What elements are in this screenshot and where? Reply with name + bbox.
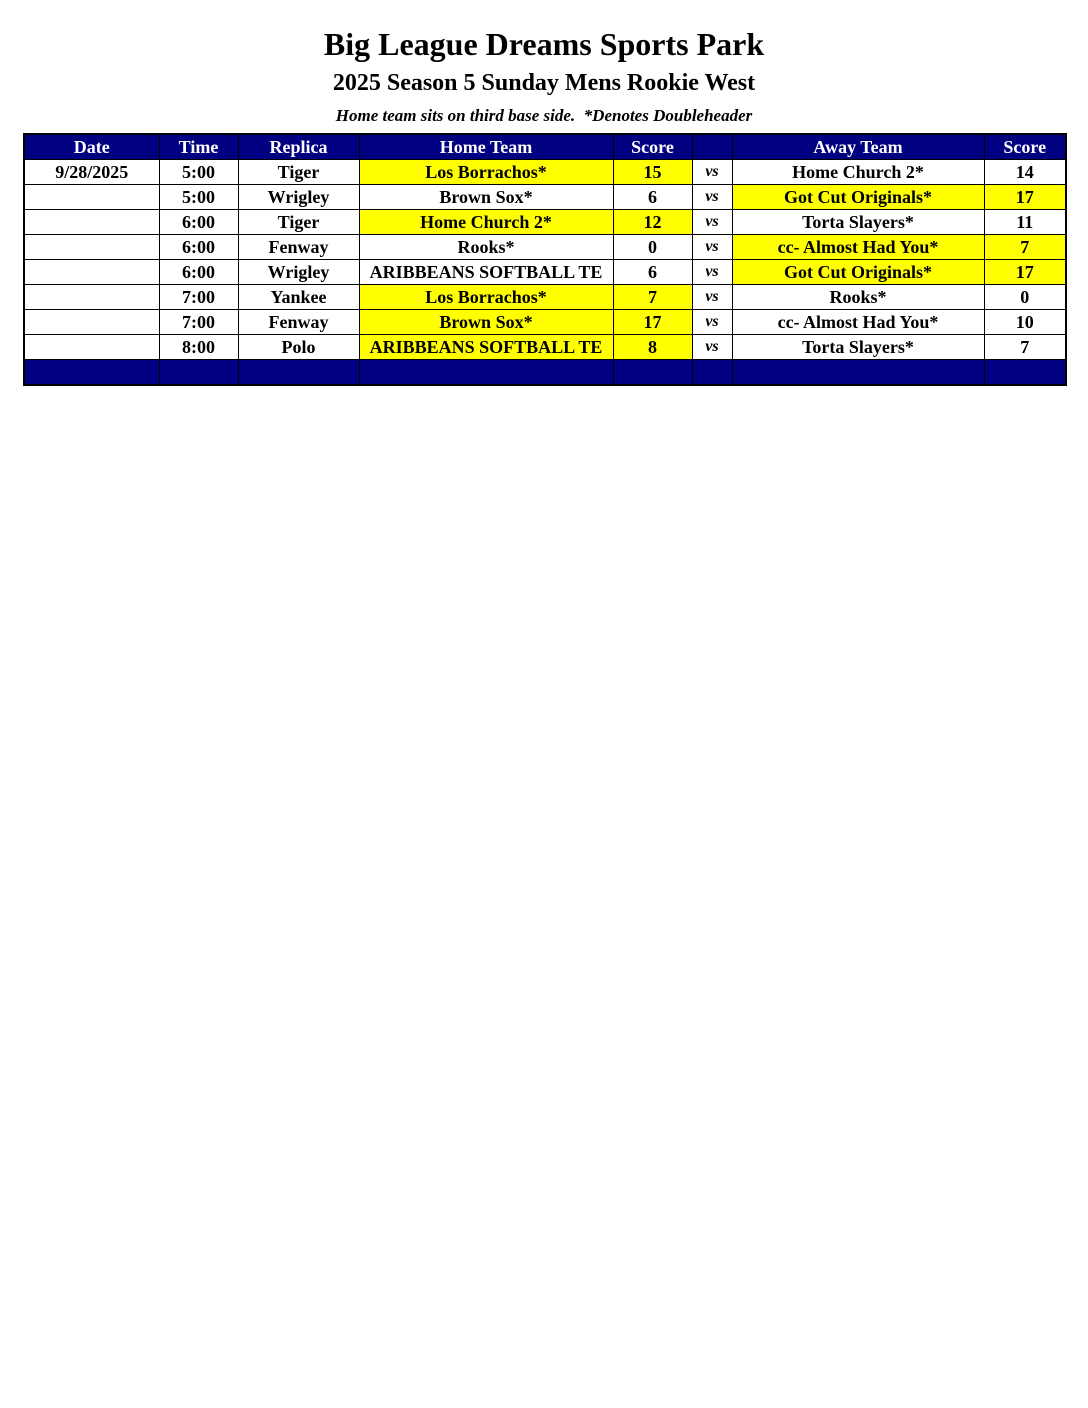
home-team-cell: Los Borrachos* — [359, 160, 613, 185]
table-row — [24, 235, 1066, 260]
footer-cell — [692, 360, 732, 386]
home-team-cell: Rooks* — [359, 235, 613, 260]
vs-cell: vs — [692, 310, 732, 335]
time-cell: 8:00 — [159, 335, 238, 360]
away-score-cell: 7 — [984, 235, 1066, 260]
schedule-body — [24, 160, 1066, 360]
vs-cell: vs — [692, 335, 732, 360]
footer-cell — [732, 360, 984, 386]
away-score-cell: 0 — [984, 285, 1066, 310]
footer-cell — [24, 360, 159, 386]
table-row — [24, 335, 1066, 360]
column-header-home-team: Home Team — [359, 134, 613, 160]
home-team-cell: Brown Sox* — [359, 310, 613, 335]
header-row — [24, 134, 1066, 160]
home-team-cell: Home Church 2* — [359, 210, 613, 235]
away-score-cell: 14 — [984, 160, 1066, 185]
date-cell — [24, 210, 159, 235]
away-team-cell: Got Cut Originals* — [732, 185, 984, 210]
time-cell: 6:00 — [159, 235, 238, 260]
column-header-replica: Replica — [238, 134, 359, 160]
replica-cell: Wrigley — [238, 260, 359, 285]
home-team-cell: ARIBBEANS SOFTBALL TE — [359, 260, 613, 285]
doubleheader-note: Home team sits on third base side. *Denotes Doubleheader — [335, 106, 753, 125]
home-score-cell: 15 — [613, 160, 692, 185]
home-score-cell: 12 — [613, 210, 692, 235]
table-row — [24, 185, 1066, 210]
footer-cell — [984, 360, 1066, 386]
home-score-cell: 8 — [613, 335, 692, 360]
table-row — [24, 310, 1066, 335]
home-score-cell: 6 — [613, 260, 692, 285]
time-cell: 5:00 — [159, 160, 238, 185]
replica-cell: Fenway — [238, 310, 359, 335]
replica-cell: Tiger — [238, 210, 359, 235]
away-score-cell: 7 — [984, 335, 1066, 360]
home-score-cell: 6 — [613, 185, 692, 210]
away-score-cell: 17 — [984, 185, 1066, 210]
time-cell: 6:00 — [159, 260, 238, 285]
date-cell — [24, 310, 159, 335]
away-score-cell: 11 — [984, 210, 1066, 235]
page-subtitle: 2025 Season 5 Sunday Mens Rookie West — [332, 70, 756, 96]
date-cell — [24, 260, 159, 285]
replica-cell: Yankee — [238, 285, 359, 310]
column-header-home-score: Score — [613, 134, 692, 160]
date-cell — [24, 335, 159, 360]
replica-cell: Wrigley — [238, 185, 359, 210]
table-row — [24, 160, 1066, 185]
footer-cell — [238, 360, 359, 386]
time-cell: 7:00 — [159, 310, 238, 335]
away-score-cell: 10 — [984, 310, 1066, 335]
time-cell: 6:00 — [159, 210, 238, 235]
away-team-cell: Rooks* — [732, 285, 984, 310]
away-team-cell: Home Church 2* — [732, 160, 984, 185]
vs-cell: vs — [692, 185, 732, 210]
column-header-date: Date — [24, 134, 159, 160]
time-cell: 7:00 — [159, 285, 238, 310]
date-cell — [24, 285, 159, 310]
home-score-cell: 17 — [613, 310, 692, 335]
date-cell — [24, 185, 159, 210]
footer-cell — [613, 360, 692, 386]
home-score-cell: 7 — [613, 285, 692, 310]
page-title: Big League Dreams Sports Park — [323, 26, 765, 62]
vs-cell: vs — [692, 260, 732, 285]
date-cell — [24, 235, 159, 260]
footer-cell — [359, 360, 613, 386]
vs-cell: vs — [692, 210, 732, 235]
table-row — [24, 285, 1066, 310]
away-team-cell: cc- Almost Had You* — [732, 235, 984, 260]
footer-row — [24, 360, 1066, 386]
home-team-cell: Brown Sox* — [359, 185, 613, 210]
table-row — [24, 260, 1066, 285]
vs-cell: vs — [692, 285, 732, 310]
table-row — [24, 210, 1066, 235]
replica-cell: Fenway — [238, 235, 359, 260]
replica-cell: Tiger — [238, 160, 359, 185]
home-team-cell: ARIBBEANS SOFTBALL TE — [359, 335, 613, 360]
vs-cell: vs — [692, 160, 732, 185]
footer-cell — [159, 360, 238, 386]
column-header-away-team: Away Team — [732, 134, 984, 160]
away-team-cell: Torta Slayers* — [732, 335, 984, 360]
home-team-cell: Los Borrachos* — [359, 285, 613, 310]
away-team-cell: Torta Slayers* — [732, 210, 984, 235]
column-header-away-score: Score — [984, 134, 1066, 160]
column-header-time: Time — [159, 134, 238, 160]
schedule-table — [23, 133, 1067, 386]
time-cell: 5:00 — [159, 185, 238, 210]
away-team-cell: Got Cut Originals* — [732, 260, 984, 285]
replica-cell: Polo — [238, 335, 359, 360]
column-header-vs — [692, 134, 732, 160]
vs-cell: vs — [692, 235, 732, 260]
away-team-cell: cc- Almost Had You* — [732, 310, 984, 335]
home-score-cell: 0 — [613, 235, 692, 260]
away-score-cell: 17 — [984, 260, 1066, 285]
date-cell: 9/28/2025 — [24, 160, 159, 185]
